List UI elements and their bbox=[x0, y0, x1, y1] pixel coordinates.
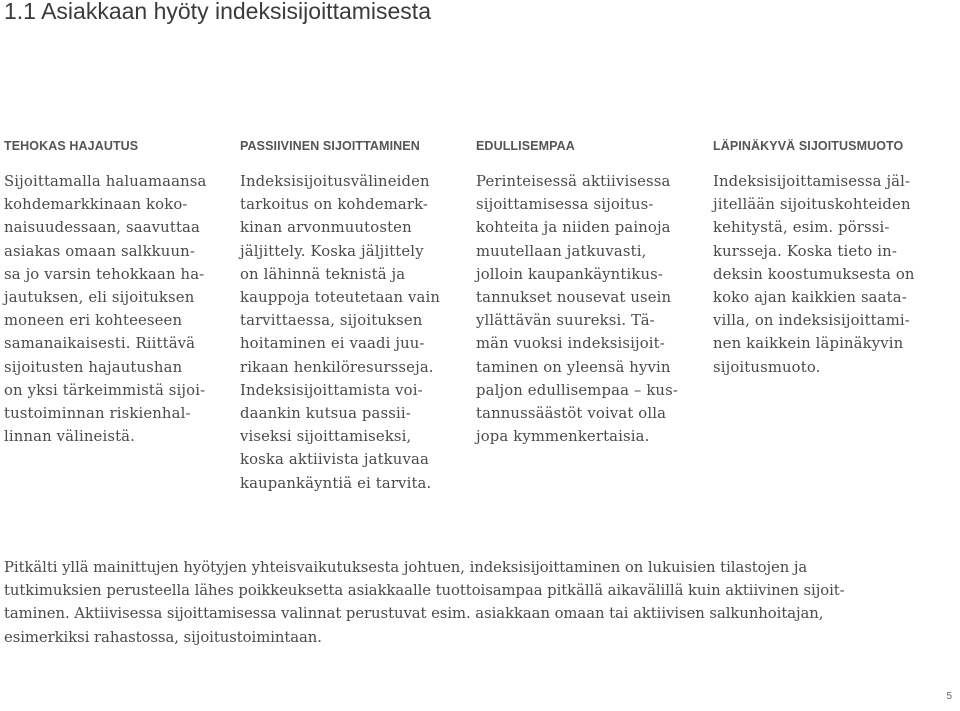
column-heading: PASSIIVINEN SIJOITTAMINEN bbox=[240, 139, 420, 153]
body-line: naisuudessaan, saavuttaa bbox=[4, 219, 200, 237]
column-body bbox=[713, 170, 915, 379]
body-line: sa jo varsin tehokkaan ha- bbox=[4, 265, 205, 283]
body-line: daankin kutsua passii- bbox=[240, 405, 411, 423]
summary-line: tutkimuksien perusteella lähes poikkeuksetta asiakkaalle tuottoisampaa pitkällä aikavälillä kuin aktiivinen sijoit- bbox=[4, 582, 845, 600]
body-line: taminen on yleensä hyvin bbox=[476, 358, 671, 376]
column-body bbox=[476, 170, 678, 448]
body-line: kohteita ja niiden painoja bbox=[476, 219, 671, 237]
body-line: tannussäästöt voivat olla bbox=[476, 405, 667, 423]
body-line: koska aktiivista jatkuvaa bbox=[240, 451, 429, 469]
body-line: kehitystä, esim. pörssi- bbox=[713, 219, 890, 237]
page-number: 5 bbox=[946, 691, 952, 702]
column-body bbox=[4, 170, 206, 448]
body-line: kauppoja toteutetaan vain bbox=[240, 289, 441, 307]
column-heading: LÄPINÄKYVÄ SIJOITUSMUOTO bbox=[713, 139, 904, 153]
summary-line: Pitkälti yllä mainittujen hyötyjen yhteisvaikutuksesta johtuen, indeksisijoittaminen on lukuisien tilastojen ja bbox=[4, 559, 808, 576]
body-line: Sijoittamalla haluamaansa bbox=[4, 173, 207, 190]
body-line: deksin koostumuksesta on bbox=[713, 265, 915, 283]
body-line: nen kaikkein läpinäkyvin bbox=[713, 335, 904, 353]
body-line: kursseja. Koska tieto in- bbox=[713, 242, 897, 260]
body-line: jitellään sijoituskohteiden bbox=[713, 196, 911, 214]
body-line: Perinteisessä aktiivisessa bbox=[476, 173, 671, 190]
body-line: jautuksen, eli sijoituksen bbox=[4, 289, 195, 307]
body-line: män vuoksi indeksisijoit- bbox=[476, 335, 665, 353]
body-line: tustoiminnan riskienhal- bbox=[4, 405, 191, 423]
body-line: koko ajan kaikkien saata- bbox=[713, 289, 907, 307]
summary-paragraph bbox=[4, 556, 845, 649]
body-line: villa, on indeksisijoittami- bbox=[713, 312, 910, 330]
body-line: jäljittely. Koska jäljittely bbox=[240, 242, 424, 260]
page-title: 1.1 Asiakkaan hyöty indeksisijoittamisesta bbox=[4, 0, 431, 24]
body-line: samanaikaisesti. Riittävä bbox=[4, 335, 196, 353]
body-line: viseksi sijoittamiseksi, bbox=[240, 428, 412, 446]
body-line: sijoitusmuoto. bbox=[713, 358, 821, 376]
body-line: sijoittamisessa sijoitus- bbox=[476, 196, 654, 214]
body-line: hoitaminen ei vaadi juu- bbox=[240, 335, 425, 353]
body-line: Indeksisijoitusvälineiden bbox=[240, 173, 430, 190]
column-edullisempaa bbox=[476, 139, 678, 448]
body-line: kohdemarkkinaan koko- bbox=[4, 196, 188, 214]
body-line: on yksi tärkeimmistä sijoi- bbox=[4, 381, 206, 399]
body-line: kinan arvonmuutosten bbox=[240, 219, 412, 237]
body-line: paljon edullisempaa – kus- bbox=[476, 381, 679, 399]
body-line: asiakas omaan salkkuun- bbox=[4, 242, 195, 260]
column-passiivinen-sijoittaminen bbox=[240, 139, 440, 495]
column-lapinakyva-sijoitusmuoto bbox=[713, 139, 915, 379]
column-heading: EDULLISEMPAA bbox=[476, 139, 575, 153]
body-line: kaupankäyntiä ei tarvita. bbox=[240, 474, 432, 492]
body-line: moneen eri kohteeseen bbox=[4, 312, 183, 330]
summary-line: taminen. Aktiivisessa sijoittamisessa valinnat perustuvat esim. asiakkaan omaan tai aktiivisen salkunhoitajan, bbox=[4, 605, 824, 623]
body-line: sijoitusten hajautushan bbox=[4, 358, 183, 376]
body-line: muutellaan jatkuvasti, bbox=[476, 242, 647, 260]
summary-line: esimerkiksi rahastossa, sijoitustoimintaan. bbox=[4, 628, 322, 646]
body-line: Indeksisijoittamista voi- bbox=[240, 381, 423, 399]
body-line: jopa kymmenkertaisia. bbox=[476, 428, 650, 446]
body-line: jolloin kaupankäyntikus- bbox=[476, 265, 664, 283]
body-line: linnan välineistä. bbox=[4, 428, 136, 446]
column-tehokas-hajautus bbox=[4, 139, 206, 448]
body-line: yllättävän suureksi. Tä- bbox=[476, 312, 655, 330]
body-line: tannukset nousevat usein bbox=[476, 289, 672, 307]
column-heading: TEHOKAS HAJAUTUS bbox=[4, 139, 139, 153]
body-line: tarvittaessa, sijoituksen bbox=[240, 312, 423, 330]
body-line: tarkoitus on kohdemark- bbox=[240, 196, 429, 214]
body-line: Indeksisijoittamisessa jäl- bbox=[713, 173, 911, 190]
body-line: on lähinnä teknistä ja bbox=[240, 265, 406, 283]
column-body bbox=[240, 170, 440, 495]
body-line: rikaan henkilöresursseja. bbox=[240, 358, 434, 376]
